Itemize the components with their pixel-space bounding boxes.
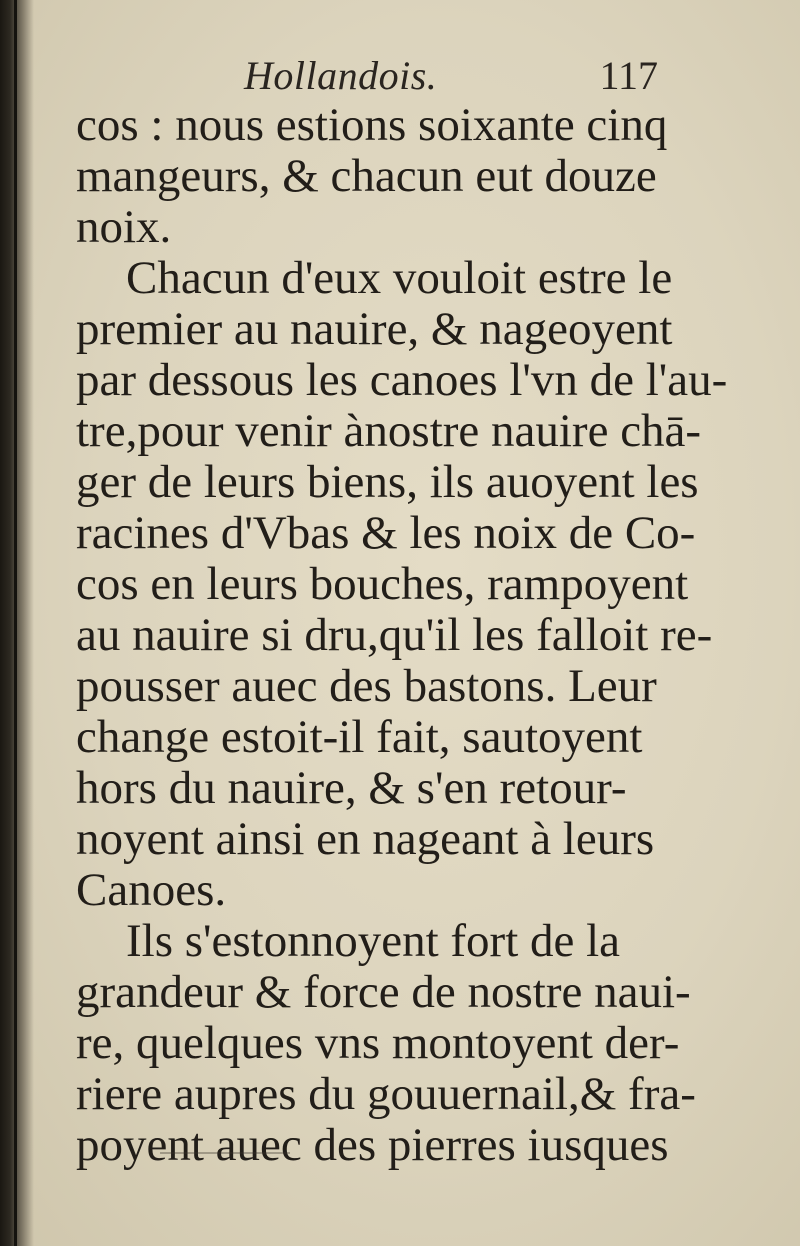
text-line: premier au nauire, & nageoyent [76, 303, 673, 355]
text-line: change estoit-il fait, sautoyent [76, 711, 643, 763]
paragraph-start-line: Ils s'estonnoyent fort de la [126, 915, 621, 967]
text-line: hors du nauire, & s'en retour- [76, 762, 627, 814]
text-line: grandeur & force de nostre naui- [76, 966, 691, 1018]
page-gutter [0, 0, 34, 1246]
text-line: noix. [76, 201, 172, 253]
text-line: poyent auec des pierres iusques [76, 1119, 669, 1171]
binding-edge [14, 0, 17, 1246]
text-line: ger de leurs biens, ils auoyent les [76, 456, 699, 508]
text-line: cos : nous estions soixante cinq [76, 99, 668, 151]
text-line: noyent ainsi en nageant à leurs [76, 813, 655, 865]
running-head: Hollandois. [244, 53, 438, 98]
body-text [76, 99, 728, 1171]
text-line: au nauire si dru,qu'il les falloit re- [76, 609, 713, 661]
text-line: tre,pour venir ànostre nauire chā- [76, 405, 702, 457]
text-line: Canoes. [76, 864, 227, 916]
text-line: cos en leurs bouches, rampoyent [76, 558, 689, 610]
text-line: pousser auec des bastons. Leur [76, 660, 657, 712]
text-line: par dessous les canoes l'vn de l'au- [76, 354, 728, 406]
page-header [76, 52, 666, 100]
text-line: mangeurs, & chacun eut douze [76, 150, 657, 202]
text-line: racines d'Vbas & les noix de Co- [76, 507, 696, 559]
text-line: re, quelques vns montoyent der- [76, 1017, 680, 1069]
text-line: riere aupres du gouuernail,& fra- [76, 1068, 696, 1120]
paragraph-start-line: Chacun d'eux vouloit estre le [126, 252, 673, 304]
faint-rule [160, 1152, 290, 1154]
page-number: 117 [599, 53, 658, 98]
